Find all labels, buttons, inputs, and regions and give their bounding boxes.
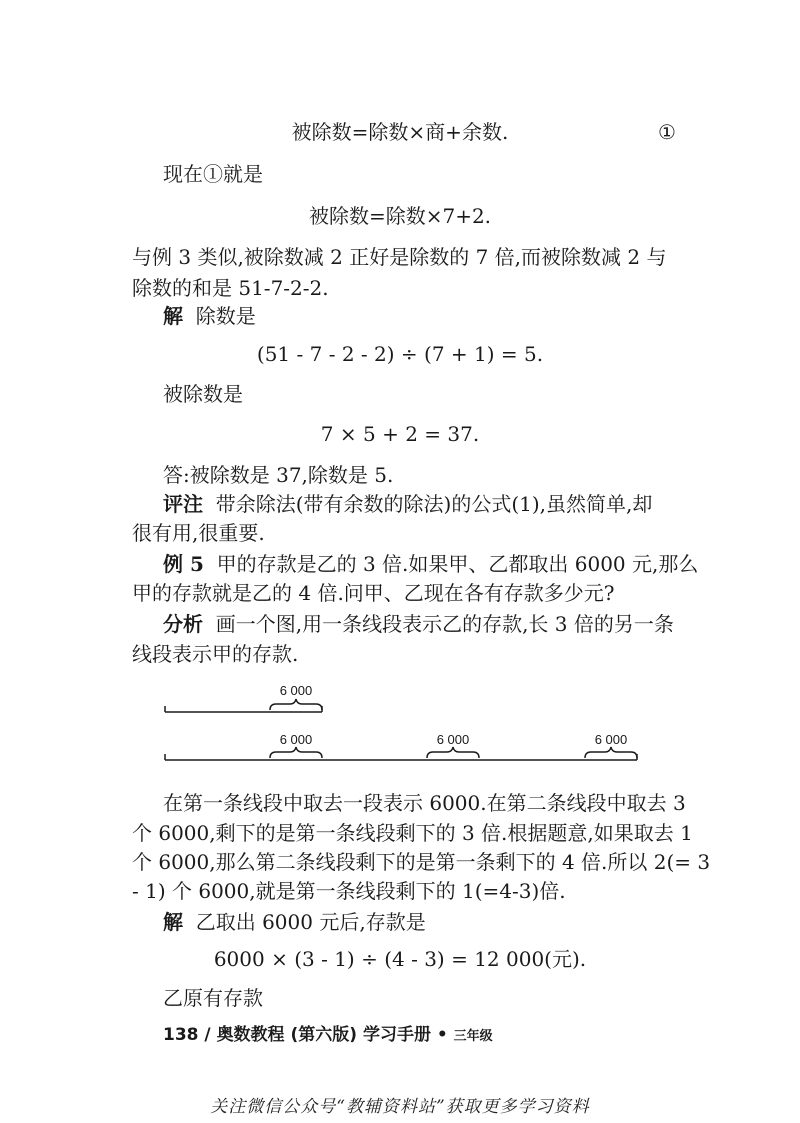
example-text: 甲的存款是乙的 3 倍.如果甲、乙都取出 6000 元,那么 (216, 552, 699, 576)
footer-dot: • (436, 1025, 448, 1045)
analysis-label: 分析 (163, 612, 203, 636)
page-footer (163, 1020, 493, 1045)
diagram-label: 6 000 (279, 732, 313, 747)
analysis-line-2: 线段表示甲的存款. (132, 642, 299, 666)
comment-text: 带余除法(带有余数的除法)的公式(1),虽然简单,却 (215, 492, 653, 516)
paragraph-line: 与例 3 类似,被除数减 2 正好是除数的 7 倍,而被除数减 2 与 (132, 245, 667, 269)
watermark: 关注微信公众号“教辅资料站”获取更多学习资料 (210, 1097, 590, 1117)
example-line-2: 甲的存款就是乙的 4 倍.问甲、乙现在各有存款多少元? (132, 581, 615, 605)
book-title: 奥数教程 (第六版) 学习手册 (216, 1025, 431, 1045)
text-line: 现在①就是 (163, 162, 263, 186)
solution-label: 解 (163, 304, 183, 328)
brace-bottom-1 (270, 747, 322, 758)
grade-label: 三年级 (453, 1029, 493, 1044)
formula-2: 被除数=除数×7+2. (308, 204, 492, 228)
page-number: 138 (163, 1025, 199, 1045)
solution-line (163, 908, 426, 936)
comment-label: 评注 (163, 492, 203, 516)
formula-3: (51 - 7 - 2 - 2) ÷ (7 + 1) = 5. (256, 342, 544, 366)
answer-line: 答:被除数是 37,除数是 5. (163, 463, 394, 487)
diagram-label: 6 000 (594, 732, 628, 747)
formula-main: 被除数=除数×商+余数. (291, 120, 509, 144)
brace-top (270, 699, 322, 710)
comment-line-2: 很有用,很重要. (132, 521, 265, 545)
paragraph-line: 个 6000,那么第二条线段剩下的是第一条剩下的 4 倍.所以 2(= 3 (132, 850, 711, 874)
solution-label: 解 (163, 910, 183, 934)
analysis-text: 画一个图,用一条线段表示乙的存款,长 3 倍的另一条 (215, 612, 674, 636)
formula-4: 7 × 5 + 2 = 37. (320, 422, 480, 446)
text-line: 被除数是 (163, 382, 243, 406)
diagram-label: 6 000 (436, 732, 470, 747)
paragraph-line: 个 6000,剩下的是第一条线段剩下的 3 倍.根据题意,如果取去 1 (132, 821, 693, 845)
diagram-label: 6 000 (279, 683, 313, 698)
solution-text: 除数是 (195, 304, 256, 328)
brace-bottom-3 (585, 747, 637, 758)
brace-bottom-2 (427, 747, 479, 758)
formula-marker: ① (658, 120, 676, 144)
text-line: 乙原有存款 (163, 986, 263, 1010)
paragraph-line: 除数的和是 51-7-2-2. (132, 276, 329, 300)
solution-text: 乙取出 6000 元后,存款是 (195, 910, 426, 934)
formula-5: 6000 × (3 - 1) ÷ (4 - 3) = 12 000(元). (213, 947, 587, 971)
paragraph-line: - 1) 个 6000,就是第一条线段剩下的 1(=4-3)倍. (132, 879, 566, 903)
paragraph-line: 在第一条线段中取去一段表示 6000.在第二条线段中取去 3 (163, 791, 686, 815)
footer-slash: / (204, 1025, 211, 1045)
example-label: 例 5 (163, 552, 204, 576)
